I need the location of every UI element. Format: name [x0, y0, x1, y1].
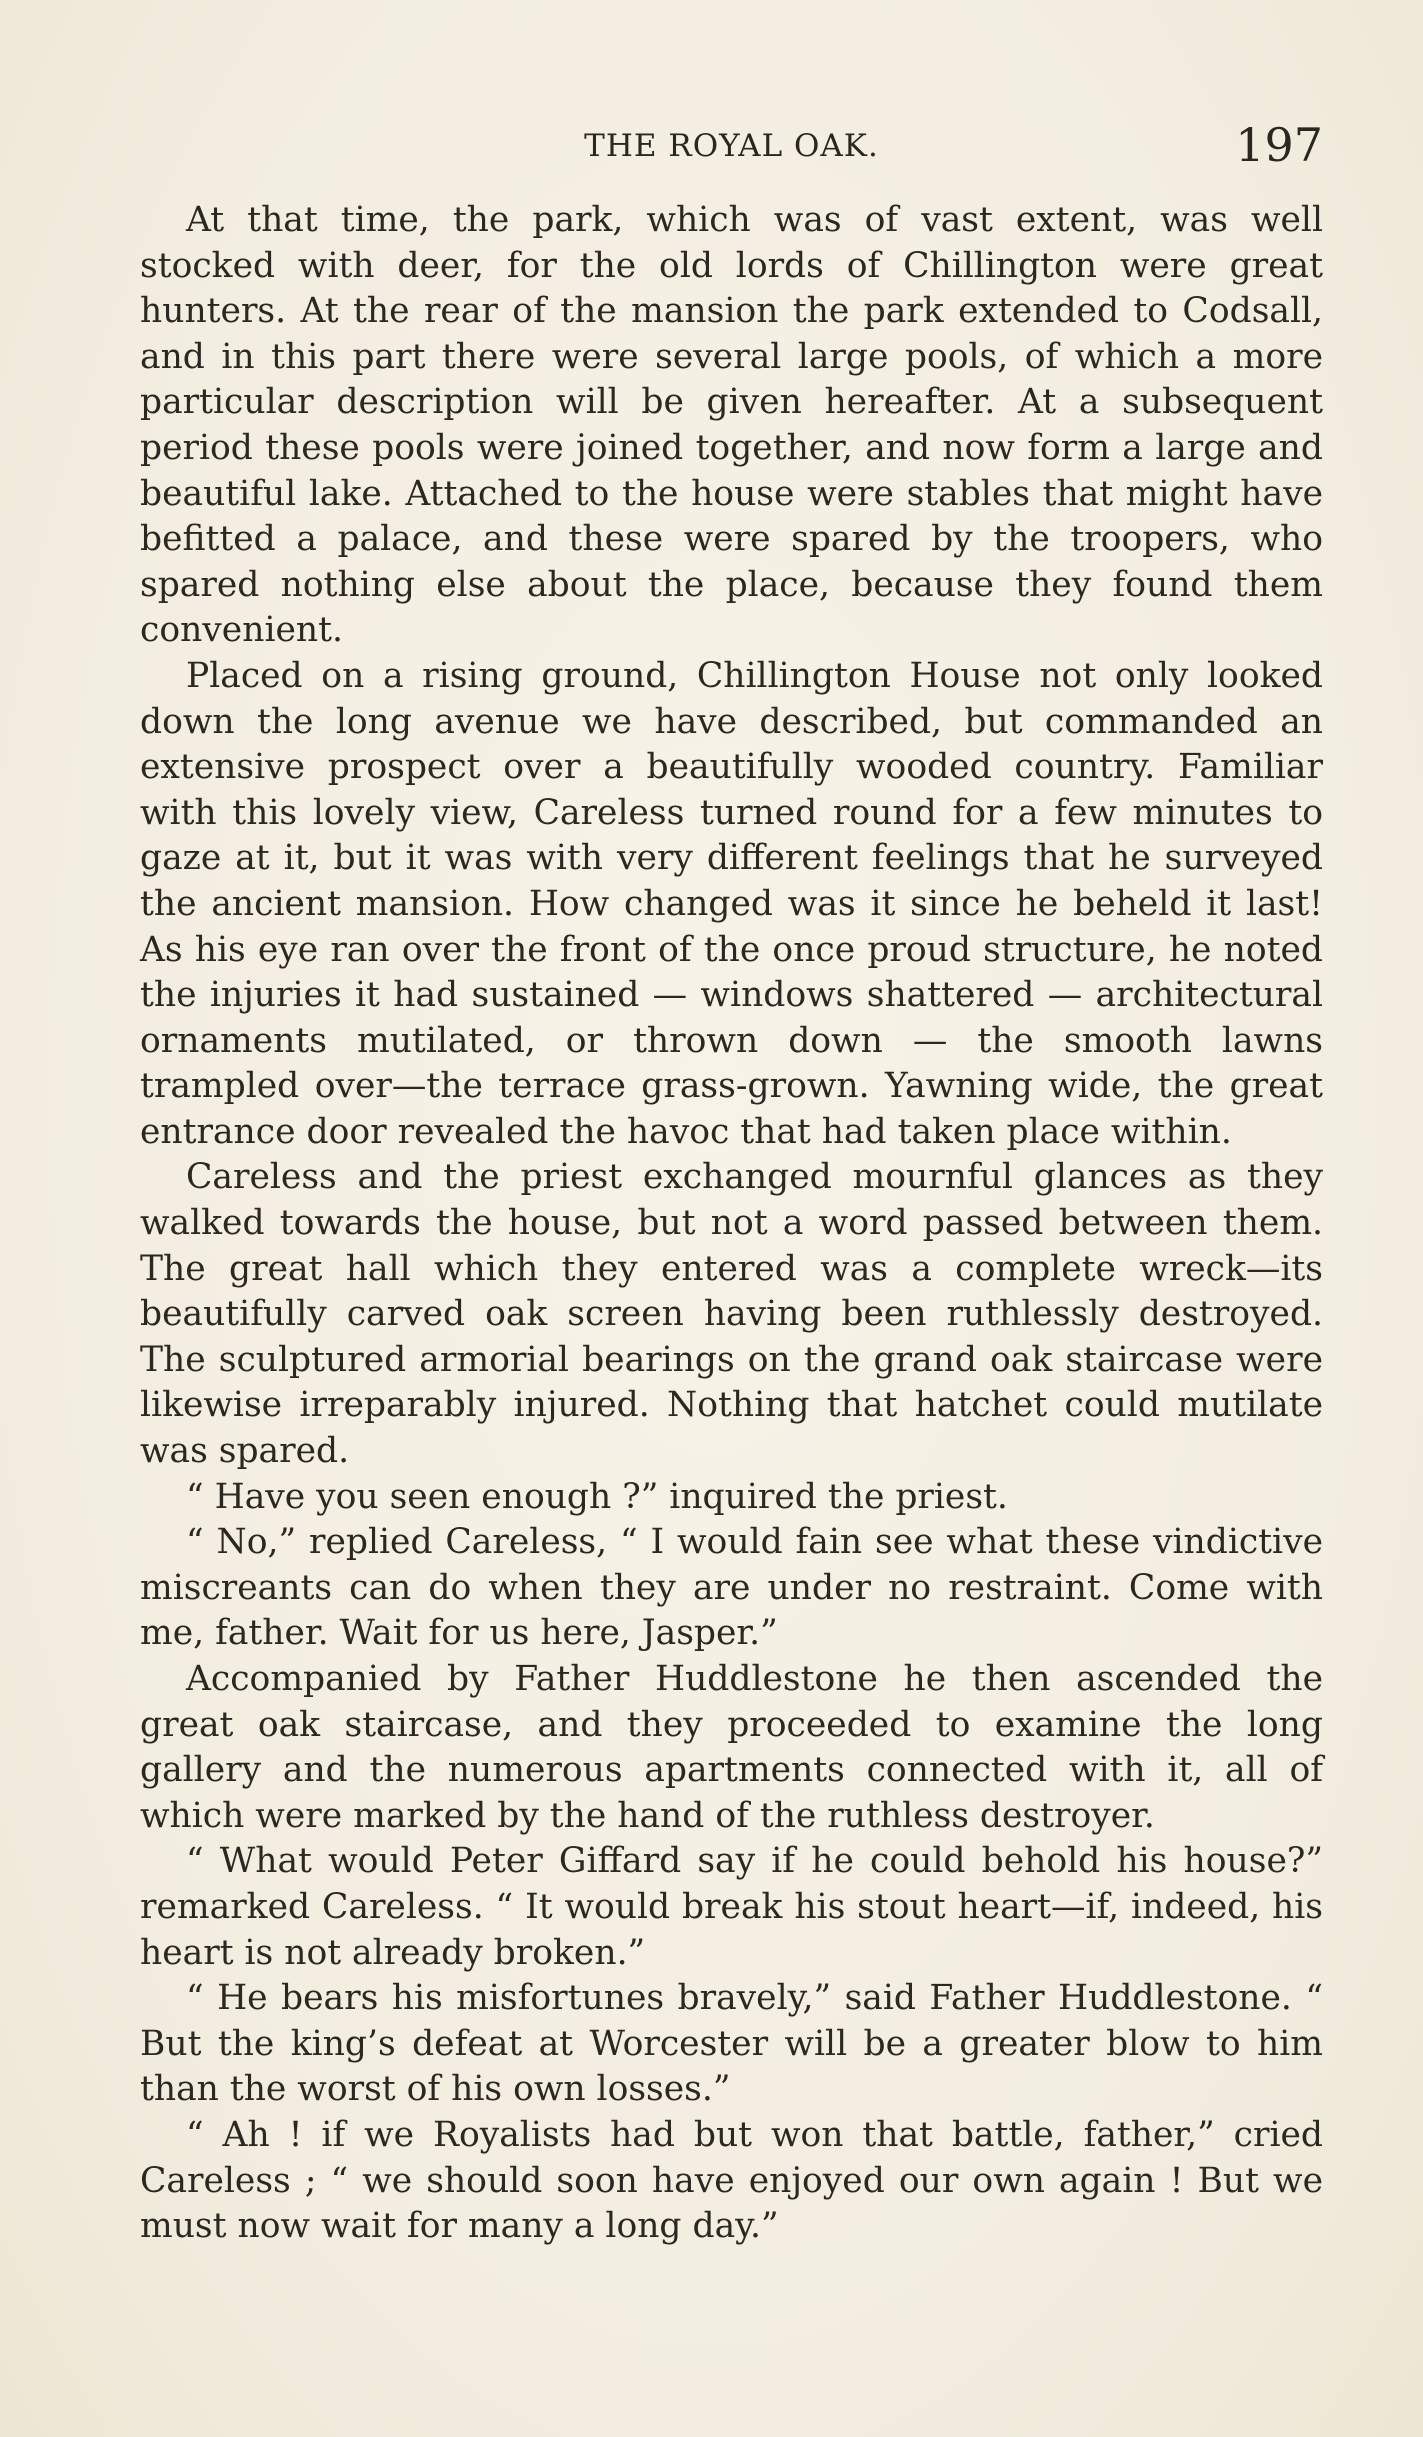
- paragraph: “ Ah ! if we Royalists had but won that battle, father,” cried Careless ; “ we should soon have enjoyed our own again ! But we must now wait for many a long day.”: [140, 2114, 1323, 2247]
- paragraph: “ Have you seen enough ?” inquired the priest.: [186, 1476, 1008, 1517]
- page-number: 197: [1235, 118, 1323, 172]
- running-head: THE ROYAL OAK.: [584, 128, 879, 164]
- paragraph: Careless and the priest exchanged mournful glances as they walked towards the house, but not a word passed between them. The great hall which they entered was a complete wreck—its beautifully carved oak screen having been ruthlessly destroyed. The sculptured armorial bearings on the grand oak staircase were likewise irreparably injured. Nothing that hatchet could mutilate was spared.: [140, 1157, 1323, 1472]
- paragraph: At that time, the park, which was of vast extent, was well stocked with deer, for the old lords of Chillington were great hunters. At the rear of the mansion the park extended to Codsall, and in this part there were several large pools, of which a more particular description will be given hereafter. At a subsequent period these pools were joined together, and now form a large and beautiful lake. Attached to the house were stables that might have befitted a palace, and these were spared by the troopers, who spared nothing else about the place, because they found them convenient.: [140, 200, 1323, 651]
- paragraph: “ He bears his misfortunes bravely,” said Father Huddlestone. “ But the king’s defeat at Worcester will be a greater blow to him than the worst of his own losses.”: [140, 1978, 1323, 2110]
- page-header: [140, 118, 1323, 178]
- body-text: [140, 198, 1323, 2250]
- paragraph: Accompanied by Father Huddlestone he then ascended the great oak staircase, and they proceeded to examine the long gallery and the numerous apartments connected with it, all of which were marked by the hand of the ruthless destroyer.: [140, 1659, 1323, 1836]
- paragraph: “ What would Peter Giffard say if he could behold his house?” remarked Careless. “ It would break his stout heart—if, indeed, his heart is not already broken.”: [140, 1841, 1323, 1973]
- paragraph: “ No,” replied Careless, “ I would fain see what these vindictive miscreants can do when they are under no restraint. Come with me, father. Wait for us here, Jasper.”: [140, 1522, 1323, 1654]
- paragraph: Placed on a rising ground, Chillington House not only looked down the long avenue we have described, but commanded an extensive prospect over a beautifully wooded country. Familiar with this lovely view, Careless turned round for a few minutes to gaze at it, but it was with very different feelings that he surveyed the ancient mansion. How changed was it since he beheld it last! As his eye ran over the front of the once proud structure, he noted the injuries it had sustained — windows shattered — architectural ornaments mutilated, or thrown down — the smooth lawns trampled over—the terrace grass-grown. Yawning wide, the great entrance door revealed the havoc that had taken place within.: [140, 655, 1323, 1152]
